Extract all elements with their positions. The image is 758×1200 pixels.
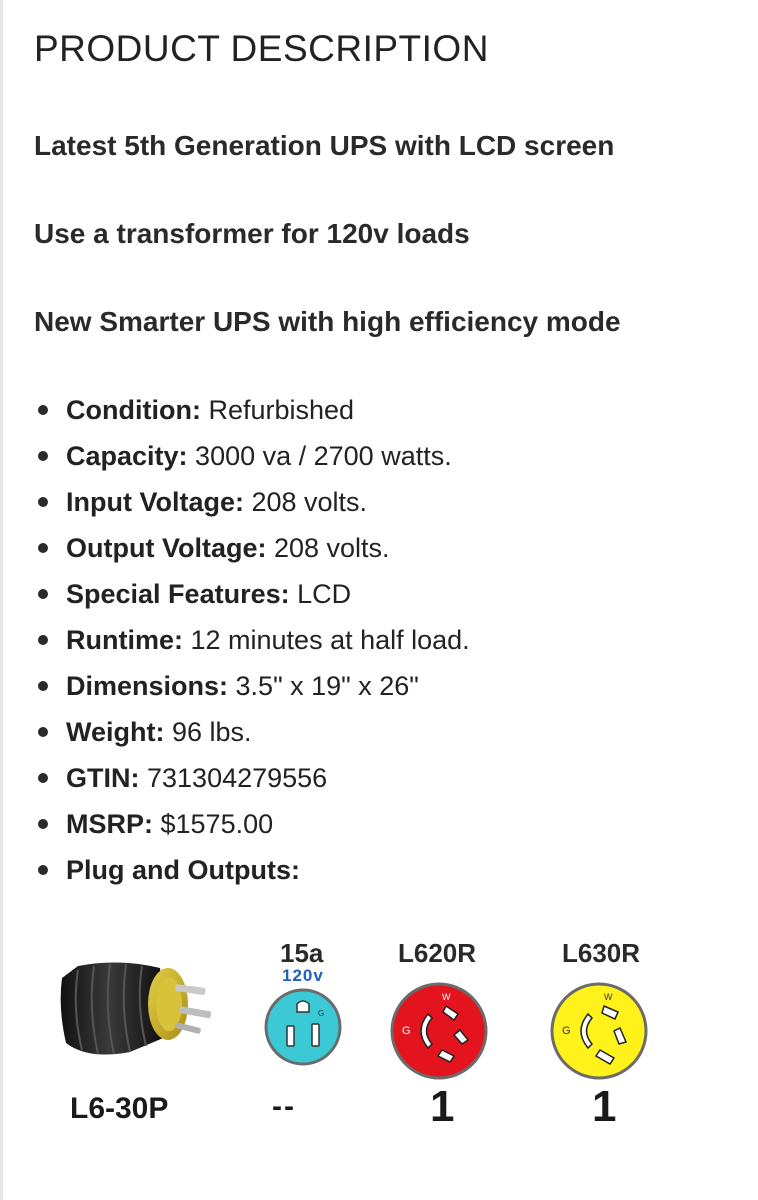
spec-item-condition: [34, 392, 470, 438]
description-line-3: New Smarter UPS with high efficiency mode: [34, 306, 621, 337]
bullet-icon: [38, 819, 48, 829]
spec-value: 3000 va / 2700 watts.: [187, 441, 452, 471]
ground-letter: G: [318, 1009, 325, 1018]
nema-l6-20r-receptacle-icon: [388, 980, 490, 1082]
spec-label: Plug and Outputs:: [66, 855, 300, 885]
spec-label: Condition:: [66, 395, 201, 425]
spec-label: Weight:: [66, 717, 165, 747]
outlet-l630r-title: L630R: [562, 938, 641, 968]
spec-item-plug-and-outputs: [34, 852, 470, 898]
spec-item-capacity: [34, 438, 470, 484]
outlet-15a-title: 15a: [280, 938, 324, 968]
spec-value: 208 volts.: [243, 487, 368, 517]
white-letter: W: [604, 992, 613, 1002]
spec-item-gtin: [34, 760, 470, 806]
bullet-icon: [38, 727, 48, 737]
spec-label: Dimensions:: [66, 671, 229, 701]
spec-value: 731304279556: [139, 763, 328, 793]
bullet-icon: [38, 497, 48, 507]
bullet-icon: [38, 405, 48, 415]
spec-value: 3.5" x 19" x 26": [228, 671, 419, 701]
spec-value: $1575.00: [153, 809, 274, 839]
spec-label: MSRP:: [66, 809, 153, 839]
spec-item-weight: [34, 714, 470, 760]
spec-label: Special Features:: [66, 579, 290, 609]
outlet-15a-voltage: 120v: [282, 966, 324, 985]
ground-letter: G: [402, 1025, 411, 1037]
bullet-icon: [38, 635, 48, 645]
description-line-1: Latest 5th Generation UPS with LCD screen: [34, 130, 615, 161]
nema-l6-30r-receptacle-icon: [548, 980, 650, 1082]
spec-item-msrp: [34, 806, 470, 852]
section-heading: PRODUCT DESCRIPTION: [34, 28, 489, 69]
spec-label: Capacity:: [66, 441, 188, 471]
outlet-l620r-count: 1: [430, 1082, 455, 1131]
spec-value: Refurbished: [200, 395, 355, 425]
white-letter: W: [442, 992, 451, 1002]
outlet-l630r-count: 1: [592, 1082, 617, 1131]
bullet-icon: [38, 451, 48, 461]
spec-value: LCD: [289, 579, 352, 609]
spec-list: [34, 392, 470, 898]
bullet-icon: [38, 773, 48, 783]
plug-model-label: L6-30P: [70, 1092, 169, 1125]
spec-item-runtime: [34, 622, 470, 668]
spec-label: Input Voltage:: [66, 487, 244, 517]
plug-and-outputs-graphic: [0, 930, 758, 1150]
bullet-icon: [38, 543, 48, 553]
outlet-15a-count: --: [272, 1090, 296, 1123]
description-line-2: Use a transformer for 120v loads: [34, 218, 470, 249]
outlet-l620r-title: L620R: [398, 938, 477, 968]
spec-value: 12 minutes at half load.: [183, 625, 470, 655]
spec-label: Output Voltage:: [66, 533, 267, 563]
spec-item-dimensions: [34, 668, 470, 714]
spec-item-input-voltage: [34, 484, 470, 530]
spec-item-output-voltage: [34, 530, 470, 576]
nema-5-15r-receptacle-icon: [262, 986, 344, 1068]
ground-letter: G: [562, 1025, 571, 1037]
spec-item-special-features: [34, 576, 470, 622]
spec-value: 96 lbs.: [164, 717, 252, 747]
spec-label: GTIN:: [66, 763, 140, 793]
bullet-icon: [38, 681, 48, 691]
spec-value: 208 volts.: [266, 533, 390, 563]
spec-label: Runtime:: [66, 625, 183, 655]
l6-30p-plug-icon: [48, 948, 223, 1068]
bullet-icon: [38, 589, 48, 599]
bullet-icon: [38, 865, 48, 875]
